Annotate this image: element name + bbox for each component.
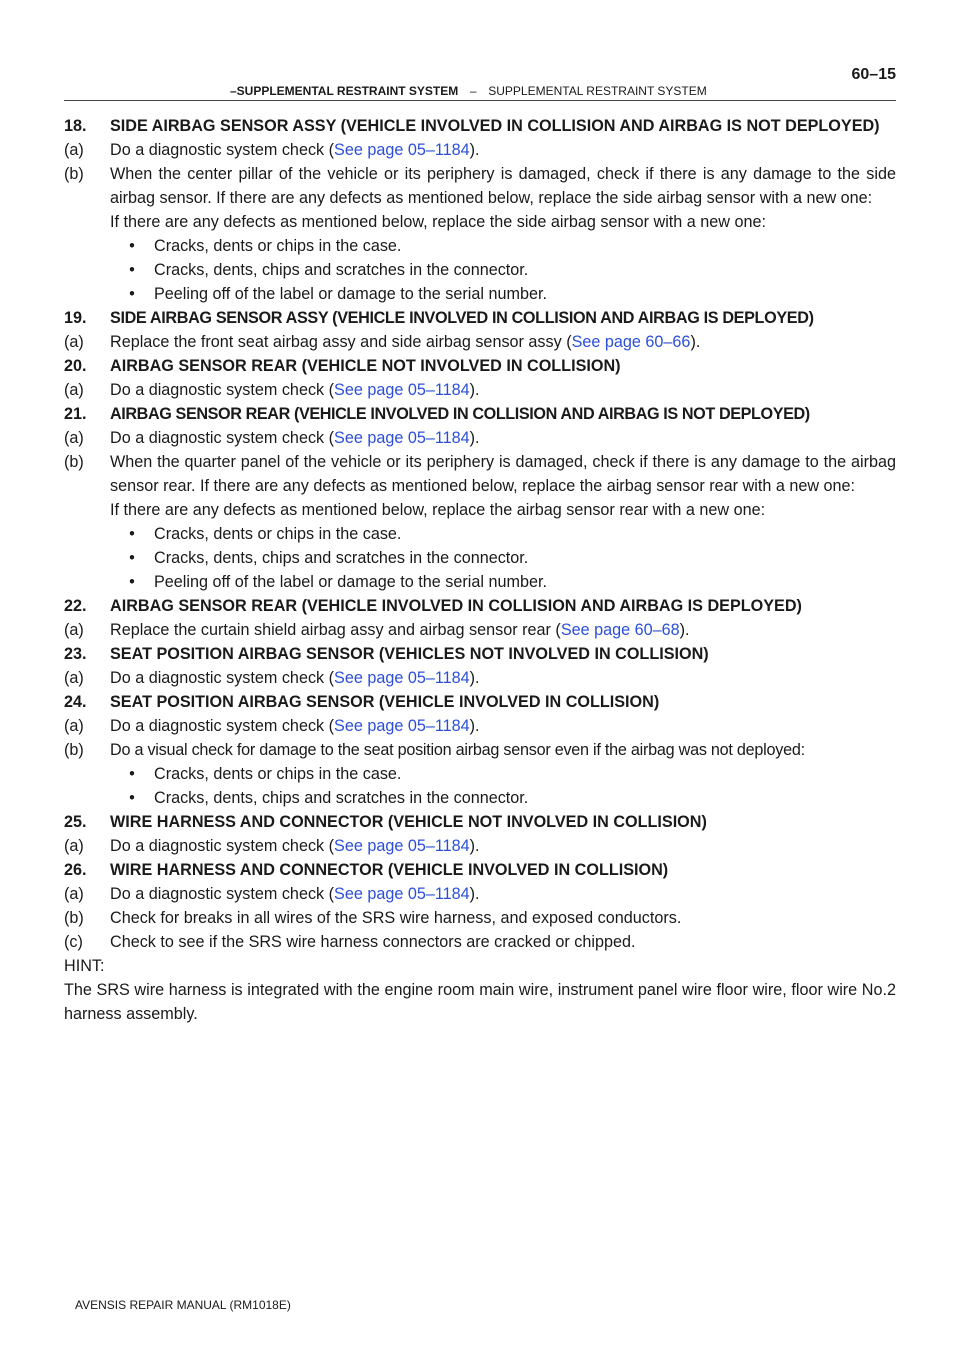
sub-label: (c) <box>64 933 83 951</box>
see-page-link[interactable]: See page 05–1184 <box>334 141 470 159</box>
list-item: • Cracks, dents or chips in the case. <box>64 522 896 546</box>
step-19-heading <box>64 306 896 330</box>
page-number: 60–15 <box>851 66 896 83</box>
sub-label: (b) <box>64 453 84 471</box>
list-item: • Cracks, dents, chips and scratches in the connector. <box>64 546 896 570</box>
step-number: 18. <box>64 117 87 135</box>
step-title: SIDE AIRBAG SENSOR ASSY (VEHICLE INVOLVED IN COLLISION AND AIRBAG IS NOT DEPLOYED) <box>110 117 880 135</box>
bullet-icon: • <box>129 261 135 279</box>
sub-text: Do a visual check for damage to the seat position airbag sensor even if the airbag was not deployed: <box>110 741 805 759</box>
step-18-b-repeat: If there are any defects as mentioned below, replace the side airbag sensor with a new one: <box>110 213 766 231</box>
sub-text-end: ). <box>469 717 480 735</box>
sub-text: Check for breaks in all wires of the SRS wire harness, and exposed conductors. <box>110 909 682 927</box>
step-18-heading <box>64 114 896 138</box>
step-title: WIRE HARNESS AND CONNECTOR (VEHICLE INVOLVED IN COLLISION) <box>110 861 669 879</box>
bullet-icon: • <box>129 525 135 543</box>
sub-text: Replace the front seat airbag assy and side airbag sensor assy ( <box>110 333 572 351</box>
sub-label: (b) <box>64 909 84 927</box>
step-title: AIRBAG SENSOR REAR (VEHICLE INVOLVED IN COLLISION AND AIRBAG IS DEPLOYED) <box>110 597 802 615</box>
sub-text-end: ). <box>469 429 480 447</box>
step-22-heading <box>64 594 896 618</box>
step-21-a <box>64 426 896 450</box>
sub-text: Do a diagnostic system check ( <box>110 381 335 399</box>
step-26-c <box>64 930 896 954</box>
step-22-a <box>64 618 896 642</box>
page-footer: AVENSIS REPAIR MANUAL (RM1018E) <box>75 1298 291 1312</box>
step-title: SEAT POSITION AIRBAG SENSOR (VEHICLE INVOLVED IN COLLISION) <box>110 693 660 711</box>
sub-text-end: ). <box>690 333 701 351</box>
page-header <box>64 60 896 104</box>
sub-label: (a) <box>64 717 84 735</box>
list-item: • Peeling off of the label or damage to the serial number. <box>64 282 896 306</box>
sub-text: Check to see if the SRS wire harness connectors are cracked or chipped. <box>110 933 636 951</box>
sub-label: (a) <box>64 669 84 687</box>
bullet-icon: • <box>129 285 135 303</box>
step-title: AIRBAG SENSOR REAR (VEHICLE INVOLVED IN COLLISION AND AIRBAG IS NOT DEPLOYED) <box>110 405 810 423</box>
list-item: • Cracks, dents, chips and scratches in the connector. <box>64 258 896 282</box>
step-21-heading <box>64 402 896 426</box>
section-title-light: SUPPLEMENTAL RESTRAINT SYSTEM <box>488 84 707 98</box>
bullet-icon: • <box>129 765 135 783</box>
sub-label: (a) <box>64 429 84 447</box>
manual-content <box>64 114 896 1026</box>
sub-text: Do a diagnostic system check ( <box>110 717 335 735</box>
sub-text-end: ). <box>469 837 480 855</box>
see-page-link[interactable]: See page 05–1184 <box>334 669 470 687</box>
see-page-link[interactable]: See page 60–68 <box>560 621 680 639</box>
bullet-icon: • <box>129 237 135 255</box>
step-number: 20. <box>64 357 87 375</box>
bullet-icon: • <box>129 789 135 807</box>
section-separator: – <box>469 84 477 98</box>
section-title-bold: –SUPPLEMENTAL RESTRAINT SYSTEM <box>230 84 459 98</box>
step-number: 25. <box>64 813 87 831</box>
sub-label: (a) <box>64 621 84 639</box>
step-20-heading <box>64 354 896 378</box>
bullet-icon: • <box>129 549 135 567</box>
sub-text: When the center pillar of the vehicle or its periphery is damaged, check if there is any damage to the side airbag sensor. If there are any defects as mentioned below, replace the side airbag sensor with a new one: <box>110 165 896 207</box>
see-page-link[interactable]: See page 05–1184 <box>334 429 470 447</box>
sub-text-end: ). <box>469 381 480 399</box>
sub-text: Do a diagnostic system check ( <box>110 669 335 687</box>
see-page-link[interactable]: See page 05–1184 <box>334 837 470 855</box>
sub-label: (b) <box>64 165 84 183</box>
step-25-heading <box>64 810 896 834</box>
step-18-a <box>64 138 896 162</box>
step-number: 23. <box>64 645 87 663</box>
sub-text-end: ). <box>679 621 690 639</box>
step-23-a <box>64 666 896 690</box>
step-number: 26. <box>64 861 87 879</box>
sub-label: (a) <box>64 885 84 903</box>
step-number: 21. <box>64 405 87 423</box>
sub-label: (a) <box>64 141 84 159</box>
see-page-link[interactable]: See page 05–1184 <box>334 717 470 735</box>
sub-text: Do a diagnostic system check ( <box>110 141 335 159</box>
step-18-b <box>64 162 896 210</box>
see-page-link[interactable]: See page 05–1184 <box>334 381 470 399</box>
sub-label: (a) <box>64 381 84 399</box>
list-item: • Cracks, dents or chips in the case. <box>64 234 896 258</box>
sub-label: (a) <box>64 837 84 855</box>
hint-text: The SRS wire harness is integrated with the engine room main wire, instrument panel wire floor wire, floor wire No.2 harness assembly. <box>64 981 896 1023</box>
step-24-a <box>64 714 896 738</box>
list-item: • Cracks, dents or chips in the case. <box>64 762 896 786</box>
sub-text: Do a diagnostic system check ( <box>110 837 335 855</box>
step-19-a <box>64 330 896 354</box>
sub-text-end: ). <box>469 885 480 903</box>
step-20-a <box>64 378 896 402</box>
step-number: 22. <box>64 597 87 615</box>
sub-text-end: ). <box>469 669 480 687</box>
section-title <box>230 84 707 98</box>
hint-label: HINT: <box>64 957 105 975</box>
step-25-a <box>64 834 896 858</box>
list-item: • Cracks, dents, chips and scratches in the connector. <box>64 786 896 810</box>
step-26-a <box>64 882 896 906</box>
step-21-b-repeat: If there are any defects as mentioned below, replace the airbag sensor rear with a new one: <box>110 501 766 519</box>
sub-text: Do a diagnostic system check ( <box>110 885 335 903</box>
step-26-b <box>64 906 896 930</box>
sub-text-end: ). <box>469 141 480 159</box>
list-item: • Peeling off of the label or damage to the serial number. <box>64 570 896 594</box>
step-number: 24. <box>64 693 87 711</box>
sub-text: Do a diagnostic system check ( <box>110 429 335 447</box>
step-24-b <box>64 738 896 762</box>
sub-label: (a) <box>64 333 84 351</box>
step-23-heading <box>64 642 896 666</box>
step-title: SIDE AIRBAG SENSOR ASSY (VEHICLE INVOLVED IN COLLISION AND AIRBAG IS DEPLOYED) <box>110 309 814 327</box>
step-21-b <box>64 450 896 498</box>
bullet-icon: • <box>129 573 135 591</box>
step-title: AIRBAG SENSOR REAR (VEHICLE NOT INVOLVED IN COLLISION) <box>110 357 621 375</box>
step-title: WIRE HARNESS AND CONNECTOR (VEHICLE NOT INVOLVED IN COLLISION) <box>110 813 707 831</box>
see-page-link[interactable]: See page 60–66 <box>571 333 691 351</box>
sub-text: When the quarter panel of the vehicle or its periphery is damaged, check if there is any damage to the airbag sensor rear. If there are any defects as mentioned below, replace the airbag sensor rear with a new one: <box>110 453 896 495</box>
step-26-heading <box>64 858 896 882</box>
step-24-heading <box>64 690 896 714</box>
step-title: SEAT POSITION AIRBAG SENSOR (VEHICLES NOT INVOLVED IN COLLISION) <box>110 645 709 663</box>
sub-label: (b) <box>64 741 84 759</box>
header-rule <box>64 100 896 101</box>
sub-text: Replace the curtain shield airbag assy and airbag sensor rear ( <box>110 621 561 639</box>
see-page-link[interactable]: See page 05–1184 <box>334 885 470 903</box>
step-number: 19. <box>64 309 87 327</box>
